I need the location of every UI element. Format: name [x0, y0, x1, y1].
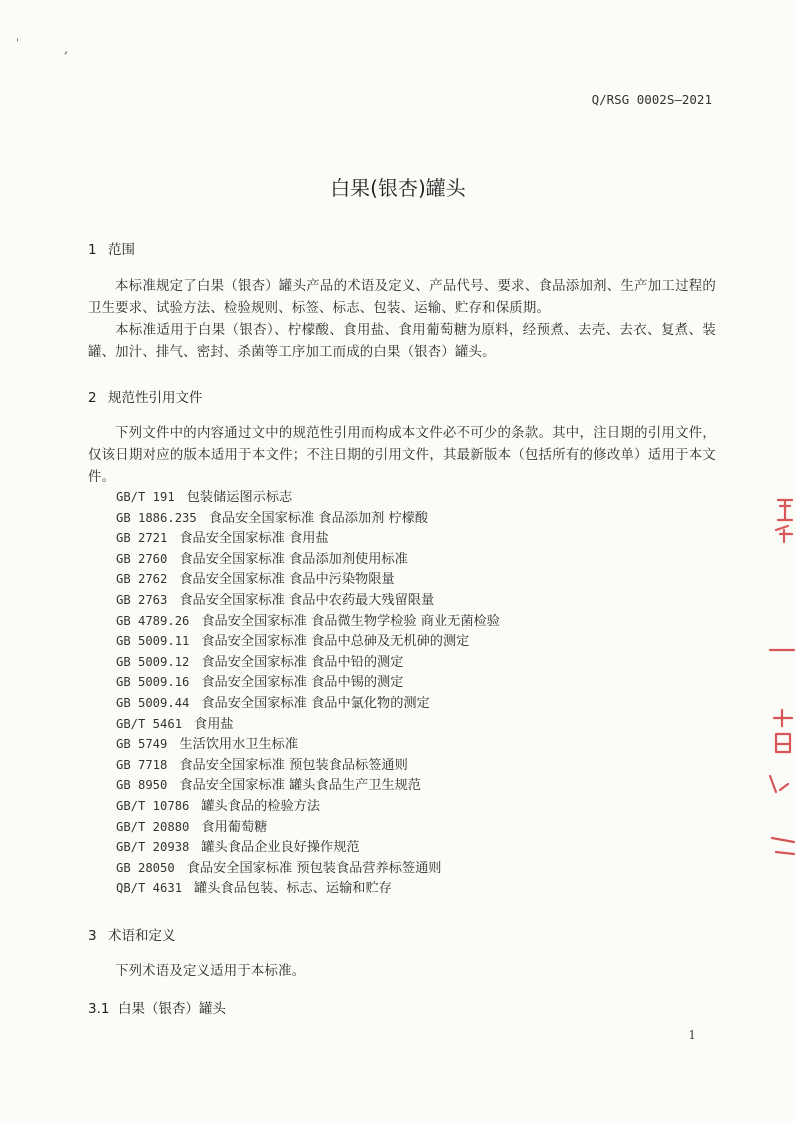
reference-item: [116, 796, 500, 817]
reference-title: 食品安全国家标准 食品中铅的测定: [201, 654, 404, 670]
scope-paragraph-2: 本标准适用于白果（银杏）、柠檬酸、食用盐、食用葡萄糖为原料，经预煮、去壳、去衣、复煮、装罐、加汁、排气、密封、杀菌等工序加工而成的白果（银杏）罐头。: [88, 323, 716, 360]
reference-code: GB/T 191: [116, 490, 175, 504]
reference-title: 食品安全国家标准 预包装食品标签通则: [179, 757, 408, 773]
subsection-title: 白果（银杏）罐头: [118, 1001, 226, 1017]
reference-code: GB/T 20880: [116, 819, 190, 834]
reference-item: [116, 569, 500, 590]
section-title: 术语和定义: [108, 928, 176, 944]
reference-code: QB/T 4631: [116, 881, 183, 896]
page-number: 1: [688, 1028, 696, 1042]
reference-code: GB/T 5461: [116, 716, 183, 731]
reference-title: 罐头食品的检验方法: [201, 798, 321, 814]
reference-item: [116, 734, 500, 755]
reference-code: GB 2762: [116, 572, 168, 587]
section-heading-normative-references: [88, 386, 203, 406]
reference-title: 食品安全国家标准 食品中氯化物的测定: [201, 695, 430, 711]
reference-code: GB 5009.12: [116, 654, 190, 669]
reference-item: [116, 837, 500, 858]
reference-title: 食品安全国家标准 食用盐: [179, 531, 329, 547]
reference-item: [116, 817, 500, 838]
reference-title: 食品安全国家标准 罐头食品生产卫生规范: [179, 778, 421, 794]
reference-title: 食用盐: [194, 716, 234, 732]
reference-item: [116, 508, 500, 529]
reference-title: 罐头食品包装、标志、运输和贮存: [194, 881, 392, 897]
reference-title: 包装储运图示标志: [186, 490, 293, 505]
reference-code: GB 7718: [116, 757, 168, 772]
reference-code: GB/T 20938: [116, 840, 190, 855]
reference-item: [116, 693, 500, 714]
reference-title: 食品安全国家标准 食品中总砷及无机砷的测定: [201, 634, 470, 650]
subsection-heading-canned-ginkgo: [88, 997, 226, 1017]
reference-title: 食品安全国家标准 预包装食品营养标签通则: [186, 860, 442, 876]
reference-code: GB 5749: [116, 737, 168, 752]
section-number: 2: [88, 390, 97, 406]
section-title: 规范性引用文件: [108, 390, 203, 406]
section-heading-scope: [88, 238, 135, 258]
section-title: 范围: [108, 242, 135, 258]
red-seal-stamp-fragment: [756, 490, 796, 890]
reference-title: 生活饮用水卫生标准: [179, 737, 299, 753]
reference-item: [116, 775, 500, 796]
reference-code: GB 5009.16: [116, 675, 190, 690]
reference-item: [116, 487, 500, 508]
reference-item: [116, 755, 500, 776]
reference-item: [116, 590, 500, 611]
reference-code: GB 28050: [116, 860, 175, 875]
section-number: 1: [88, 242, 97, 258]
reference-item: [116, 631, 500, 652]
reference-item: [116, 549, 500, 570]
reference-item: [116, 611, 500, 632]
reference-list: [116, 487, 500, 899]
reference-code: GB 5009.11: [116, 634, 190, 649]
section-number: 3: [88, 928, 97, 944]
reference-item: [116, 858, 500, 879]
scope-paragraph-1: 本标准规定了白果（银杏）罐头产品的术语及定义、产品代号、要求、食品添加剂、生产加工过程的卫生要求、试验方法、检验规则、标签、标志、包装、运输、贮存和保质期。: [88, 279, 716, 316]
section-heading-terms: [88, 924, 176, 944]
reference-title: 罐头食品企业良好操作规范: [201, 840, 360, 856]
document-number: Q/RSG 0002S—2021: [591, 92, 712, 107]
stray-mark: ': [16, 38, 19, 49]
reference-code: GB 1886.235: [116, 510, 197, 525]
reference-item: [116, 878, 500, 899]
reference-item: [116, 714, 500, 735]
reference-item: [116, 672, 500, 693]
reference-code: GB 2760: [116, 551, 168, 566]
reference-title: 食品安全国家标准 食品中污染物限量: [179, 572, 395, 588]
reference-item: [116, 528, 500, 549]
reference-code: GB 4789.26: [116, 613, 190, 628]
reference-title: 食用葡萄糖: [201, 819, 268, 835]
stray-mark: ,: [64, 42, 69, 57]
references-intro-paragraph: 下列文件中的内容通过文中的规范性引用而构成本文件必不可少的条款。其中，注日期的引用文件，仅该日期对应的版本适用于本文件；不注日期的引用文件，其最新版本（包括所有的修改单）适用于本文件。: [88, 426, 716, 485]
subsection-number: 3.1: [88, 1001, 110, 1017]
reference-code: GB 8950: [116, 778, 168, 793]
reference-code: GB 5009.44: [116, 695, 190, 710]
document-title: 白果(银杏)罐头: [330, 176, 466, 200]
reference-title: 食品安全国家标准 食品添加剂 柠檬酸: [208, 510, 429, 526]
terms-intro-paragraph: 下列术语及定义适用于本标准。: [115, 964, 306, 979]
reference-code: GB 2763: [116, 592, 168, 607]
reference-item: [116, 652, 500, 673]
reference-title: 食品安全国家标准 食品微生物学检验 商业无菌检验: [201, 613, 500, 629]
reference-code: GB/T 10786: [116, 798, 190, 813]
reference-title: 食品安全国家标准 食品中农药最大残留限量: [179, 592, 435, 608]
reference-title: 食品安全国家标准 食品添加剂使用标准: [179, 551, 408, 567]
reference-title: 食品安全国家标准 食品中锡的测定: [201, 675, 404, 691]
reference-code: GB 2721: [116, 531, 168, 546]
